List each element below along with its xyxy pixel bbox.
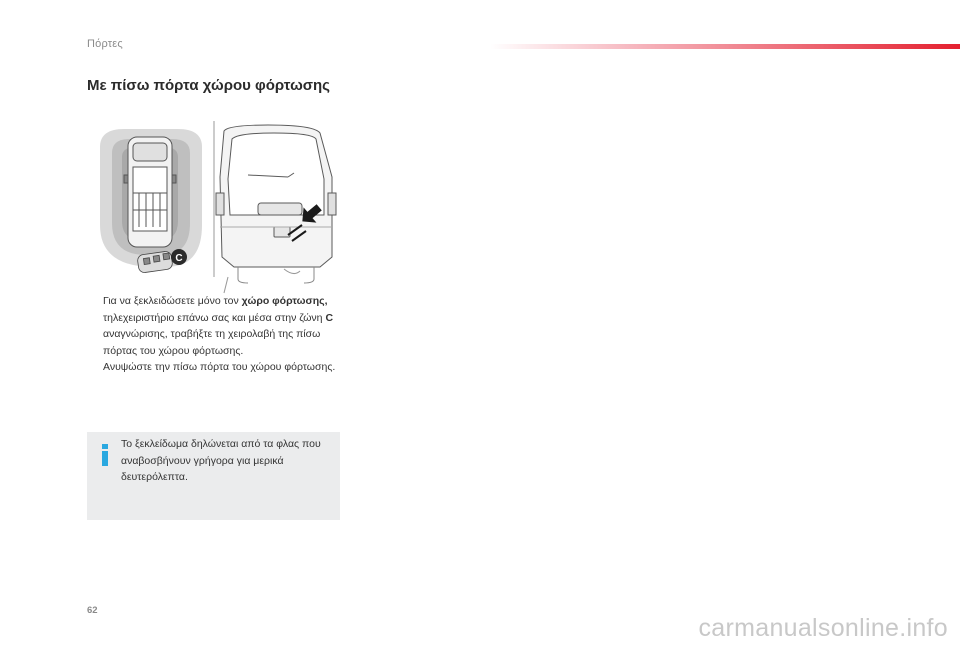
- illustration: [88, 117, 350, 295]
- info-box: [87, 432, 340, 520]
- info-icon: [99, 444, 111, 466]
- car-top-view: [124, 137, 176, 247]
- instructions: [87, 293, 342, 376]
- detection-zone-diagram: [100, 129, 202, 273]
- instruction-step: Ανυψώστε την πίσω πόρτα του χώρου φόρτωσης.: [103, 361, 336, 373]
- page-title: Με πίσω πόρτα χώρου φόρτωσης: [87, 77, 330, 94]
- zone-label: C: [175, 253, 183, 264]
- info-text: Το ξεκλείδωμα δηλώνεται από τα φλας που αναβοσβήνουν γρήγορα για μερικά δευτερόλεπτα.: [121, 438, 321, 483]
- instruction-step: Για να ξεκλειδώσετε μόνο τον χώρο φόρτωσης, τηλεχειριστήριο επάνω σας και μέσα στην ζώνη C αναγνώρισης, τραβήξτε τη χειρολαβή της πίσω πόρτας του χώρου φόρτωσης.: [103, 295, 334, 357]
- page-number: 62: [87, 605, 98, 616]
- watermark: carmanualsonline.info: [698, 614, 948, 642]
- section-header: Πόρτες: [87, 38, 123, 50]
- header-accent-bar: [490, 44, 960, 49]
